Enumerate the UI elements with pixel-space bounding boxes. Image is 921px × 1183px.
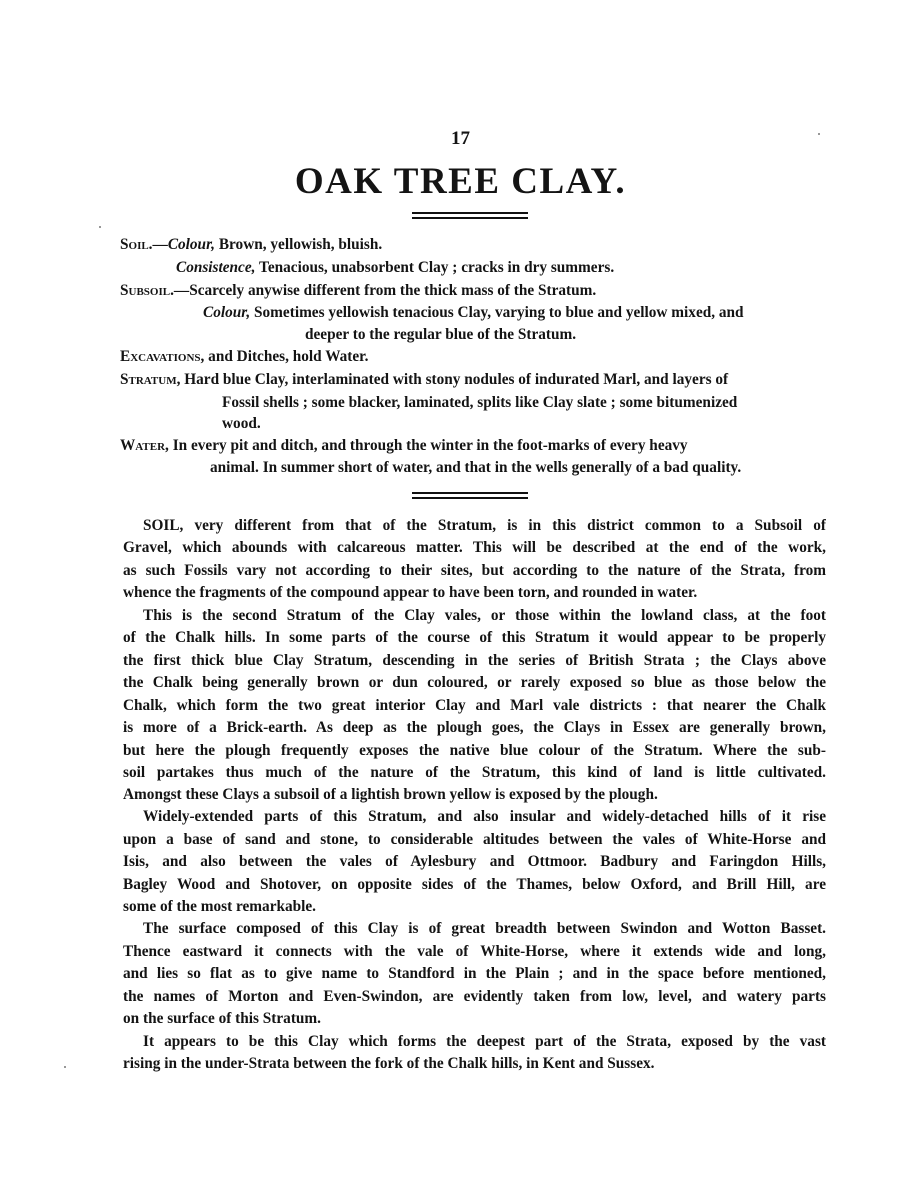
body-line: SOIL, very different from that of the Stratum, is in this district common to a Subsoil of bbox=[143, 517, 826, 534]
body-line: and lies so flat as to give name to Standford in the Plain ; and in the space before mentioned, bbox=[123, 965, 826, 982]
subsoil-colour-line bbox=[203, 302, 744, 323]
water-text: In every pit and ditch, and through the winter in the foot-marks of every heavy bbox=[172, 437, 688, 454]
excavations-text: and Ditches, hold Water. bbox=[208, 348, 369, 365]
water-line bbox=[120, 435, 688, 456]
soil-line: Soil.—Colour, Brown, yellowish, bluish. bbox=[120, 236, 383, 253]
soil-label: Soil. bbox=[120, 236, 153, 253]
body-line: the Chalk being generally brown or dun coloured, or rarely exposed so blue as those below the bbox=[123, 674, 826, 691]
body-line: of the Chalk hills. In some parts of the course of this Stratum it would appear to be properly bbox=[123, 629, 826, 646]
scan-speck bbox=[818, 133, 820, 135]
body-line: rising in the under-Strata between the fork of the Chalk hills, in Kent and Sussex. bbox=[123, 1055, 655, 1072]
scan-speck bbox=[64, 1066, 66, 1068]
consistence-label: Consistence, bbox=[176, 259, 256, 276]
excavations-label: Excavations, bbox=[120, 348, 205, 365]
section-rule-bottom bbox=[412, 497, 528, 499]
page-number: 17 bbox=[451, 128, 470, 149]
subsoil-colour-label: Colour, bbox=[203, 304, 251, 321]
subsoil-label: Subsoil. bbox=[120, 282, 174, 299]
body-line: It appears to be this Clay which forms the deepest part of the Strata, exposed by the vast bbox=[143, 1033, 826, 1050]
stratum-line-3: wood. bbox=[222, 415, 261, 432]
subsoil-colour-line-2: deeper to the regular blue of the Stratum. bbox=[305, 326, 577, 343]
body-line: Widely-extended parts of this Stratum, and also insular and widely-detached hills of it rise bbox=[143, 808, 826, 825]
scan-speck bbox=[99, 226, 101, 228]
body-line: is more of a Brick-earth. As deep as the plough goes, the Clays in Essex are generally brown, bbox=[123, 719, 826, 736]
body-line: the names of Morton and Even-Swindon, are evidently taken from low, level, and watery parts bbox=[123, 988, 826, 1005]
stratum-line-2: Fossil shells ; some blacker, laminated, splits like Clay slate ; some bitumenized bbox=[222, 394, 738, 411]
subsoil-colour-text: Sometimes yellowish tenacious Clay, varying to blue and yellow mixed, and bbox=[254, 304, 744, 321]
body-line: but here the plough frequently exposes the native blue colour of the Stratum. Where the sub- bbox=[123, 742, 826, 759]
body-line: on the surface of this Stratum. bbox=[123, 1010, 321, 1027]
body-line: This is the second Stratum of the Clay vales, or those within the lowland class, at the foot bbox=[143, 607, 826, 624]
body-line: some of the most remarkable. bbox=[123, 898, 317, 915]
consistence-line bbox=[176, 257, 614, 278]
body-line: Chalk, which form the two great interior Clay and Marl vale districts : that nearer the Chalk bbox=[123, 697, 826, 714]
stratum-text: Hard blue Clay, interlaminated with stony nodules of indurated Marl, and layers of bbox=[184, 371, 729, 388]
body-line: Thence eastward it connects with the vale of White-Horse, where it extends wide and long, bbox=[123, 943, 826, 960]
water-label: Water, bbox=[120, 437, 169, 454]
subsoil-text: Scarcely anywise different from the thick mass of the Stratum. bbox=[189, 282, 597, 299]
subsoil-line: Subsoil.—Scarcely anywise different from the thick mass of the Stratum. bbox=[120, 282, 597, 299]
title-rule-bottom bbox=[412, 217, 528, 219]
section-rule-top bbox=[412, 492, 528, 494]
excavations-line bbox=[120, 346, 368, 367]
body-line: the first thick blue Clay Stratum, descending in the series of British Strata ; the Clays above bbox=[123, 652, 826, 669]
water-line-2: animal. In summer short of water, and that in the wells generally of a bad quality. bbox=[210, 459, 742, 476]
body-line: soil partakes thus much of the nature of the Stratum, this kind of land is little cultivated. bbox=[123, 764, 826, 781]
soil-colour-label: Colour, bbox=[167, 236, 216, 253]
title-rule-top bbox=[412, 212, 528, 214]
body-line: The surface composed of this Clay is of great breadth between Swindon and Wotton Basset. bbox=[143, 920, 826, 937]
body-line: Amongst these Clays a subsoil of a lightish brown yellow is exposed by the plough. bbox=[123, 786, 658, 803]
body-line: as such Fossils vary not according to their sites, but according to the nature of the Strata, from bbox=[123, 562, 826, 579]
stratum-label: Stratum, bbox=[120, 371, 181, 388]
body-line: Isis, and also between the vales of Aylesbury and Ottmoor. Badbury and Faringdon Hills, bbox=[123, 853, 826, 870]
consistence-text: Tenacious, unabsorbent Clay ; cracks in dry summers. bbox=[259, 259, 615, 276]
body-line: upon a base of sand and stone, to considerable altitudes between the vales of White-Horse and bbox=[123, 831, 826, 848]
body-line: Gravel, which abounds with calcareous matter. This will be described at the end of the work, bbox=[123, 539, 826, 556]
body-line: Bagley Wood and Shotover, on opposite sides of the Thames, below Oxford, and Brill Hill, are bbox=[123, 876, 826, 893]
stratum-line bbox=[120, 369, 728, 390]
page-title: OAK TREE CLAY. bbox=[294, 161, 627, 202]
soil-colour-text: Brown, yellowish, bluish. bbox=[218, 236, 383, 253]
body-line: whence the fragments of the compound appear to have been torn, and rounded in water. bbox=[123, 584, 698, 601]
